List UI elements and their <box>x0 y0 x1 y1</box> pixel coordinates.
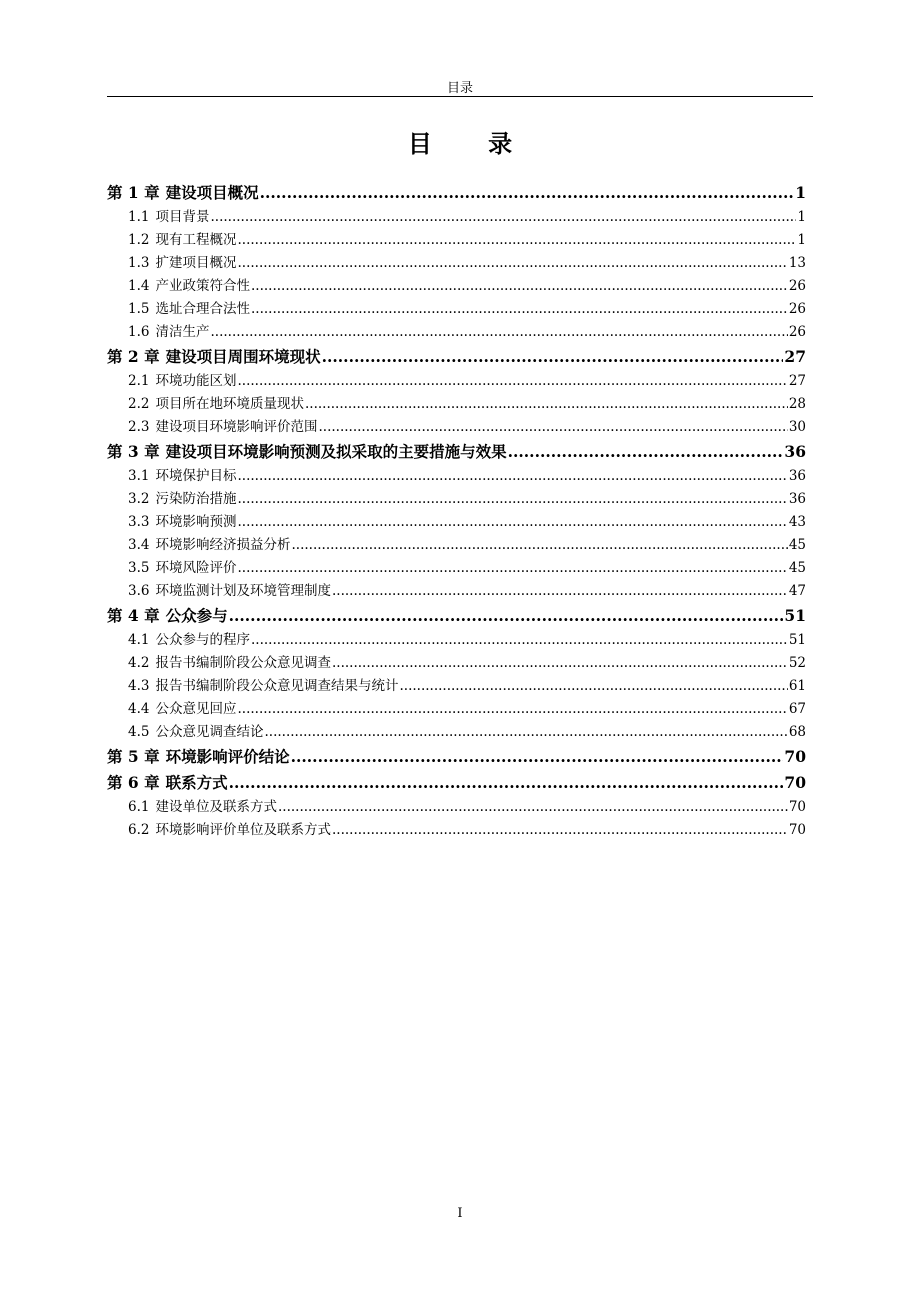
toc-entry-number: 4.2 <box>128 655 150 671</box>
toc-entry-title: 公众意见回应 <box>155 701 237 717</box>
toc-title: 目 录 <box>407 129 537 158</box>
toc-dot-leader <box>210 206 796 229</box>
toc-page-number: 45 <box>788 560 806 576</box>
toc-chapter-entry[interactable] <box>107 770 806 796</box>
toc-entry-number: 3.2 <box>128 491 150 507</box>
toc-section-entry[interactable] <box>107 416 806 439</box>
toc-entry-label <box>128 511 236 534</box>
toc-entry-title: 报告书编制阶段公众意见调查结果与统计 <box>155 678 399 694</box>
toc-dot-leader <box>237 370 787 393</box>
toc-entry-number: 第 1 章 <box>107 183 160 202</box>
toc-dot-leader <box>291 534 787 557</box>
toc-dot-leader <box>318 416 787 439</box>
toc-section-entry[interactable] <box>107 629 806 652</box>
toc-dot-leader <box>251 275 788 298</box>
toc-section-entry[interactable] <box>107 206 806 229</box>
toc-page-number: 47 <box>788 583 806 599</box>
toc-page-number: 36 <box>788 491 806 507</box>
toc-entry-label <box>128 416 317 439</box>
toc-section-entry[interactable] <box>107 534 806 557</box>
toc-dot-leader <box>210 321 787 344</box>
toc-entry-title: 污染防治措施 <box>155 491 237 507</box>
toc-page-number: 36 <box>784 442 806 461</box>
toc-section-entry[interactable] <box>107 652 806 675</box>
toc-page-number: 27 <box>788 373 806 389</box>
toc-entry-label <box>128 721 263 744</box>
toc-dot-leader <box>229 603 784 629</box>
toc-entry-number: 3.5 <box>128 560 150 576</box>
toc-entry-number: 第 6 章 <box>107 773 160 792</box>
toc-entry-label <box>107 770 228 796</box>
toc-entry-number: 1.6 <box>128 324 150 340</box>
toc-entry-title: 环境监测计划及环境管理制度 <box>155 583 331 599</box>
toc-dot-leader <box>237 229 796 252</box>
toc-entry-title: 建设项目环境影响预测及拟采取的主要措施与效果 <box>165 442 507 461</box>
toc-entry-title: 环境影响经济损益分析 <box>155 537 291 553</box>
toc-dot-leader <box>260 180 795 206</box>
toc-entry-label <box>128 229 236 252</box>
toc-entry-title: 报告书编制阶段公众意见调查 <box>155 655 331 671</box>
toc-dot-leader <box>278 796 788 819</box>
toc-dot-leader <box>332 652 788 675</box>
toc-entry-label <box>128 488 236 511</box>
toc-entry-title: 项目所在地环境质量现状 <box>155 396 304 412</box>
toc-section-entry[interactable] <box>107 698 806 721</box>
toc-entry-title: 环境功能区划 <box>155 373 237 389</box>
toc-chapter-entry[interactable] <box>107 344 806 370</box>
toc-entry-number: 6.2 <box>128 822 150 838</box>
toc-page-number: 70 <box>784 747 806 766</box>
toc-page-number: 26 <box>788 324 806 340</box>
toc-entry-label <box>128 652 331 675</box>
toc-chapter-entry[interactable] <box>107 744 806 770</box>
toc-entry-label <box>128 206 209 229</box>
toc-entry-number: 3.3 <box>128 514 150 530</box>
toc-entry-number: 1.5 <box>128 301 150 317</box>
toc-entry-label <box>107 439 507 465</box>
toc-page-number: 36 <box>788 468 806 484</box>
toc-dot-leader <box>229 770 784 796</box>
footer-page-number: I <box>457 1206 463 1221</box>
toc-entry-title: 环境影响预测 <box>155 514 237 530</box>
toc-entry-label <box>128 580 331 603</box>
toc-entry-label <box>128 298 250 321</box>
toc-dot-leader <box>508 439 784 465</box>
toc-section-entry[interactable] <box>107 229 806 252</box>
toc-page-number: 70 <box>784 773 806 792</box>
toc-entry-title: 建设单位及联系方式 <box>155 799 277 815</box>
toc-entry-title: 选址合理合法性 <box>155 301 250 317</box>
toc-entry-title: 建设项目概况 <box>165 183 259 202</box>
toc-page-number: 1 <box>797 232 806 248</box>
toc-page-number: 28 <box>788 396 806 412</box>
toc-section-entry[interactable] <box>107 370 806 393</box>
toc-entry-number: 1.2 <box>128 232 150 248</box>
toc-entry-number: 3.1 <box>128 468 150 484</box>
toc-entry-title: 清洁生产 <box>155 324 210 340</box>
toc-entry-title: 环境风险评价 <box>155 560 237 576</box>
toc-section-entry[interactable] <box>107 819 806 842</box>
toc-dot-leader <box>237 465 787 488</box>
toc-page-number: 51 <box>784 606 806 625</box>
toc-page-number: 26 <box>788 301 806 317</box>
toc-entry-number: 3.6 <box>128 583 150 599</box>
toc-chapter-entry[interactable] <box>107 603 806 629</box>
toc-entry-title: 扩建项目概况 <box>155 255 237 271</box>
toc-entry-label <box>107 344 321 370</box>
toc-dot-leader <box>332 580 788 603</box>
toc-entry-label <box>128 321 209 344</box>
running-header: 目录 <box>446 81 473 96</box>
toc-entry-number: 2.2 <box>128 396 150 412</box>
toc-page-number: 27 <box>784 347 806 366</box>
table-of-contents <box>107 180 806 842</box>
toc-dot-leader <box>251 629 788 652</box>
toc-entry-label <box>128 819 331 842</box>
toc-entry-title: 公众参与 <box>165 606 228 625</box>
header-rule <box>107 96 813 97</box>
toc-page-number: 68 <box>788 724 806 740</box>
toc-page-number: 67 <box>788 701 806 717</box>
toc-chapter-entry[interactable] <box>107 180 806 206</box>
toc-entry-title: 环境影响评价结论 <box>165 747 290 766</box>
toc-page-number: 1 <box>795 183 806 202</box>
toc-page-number: 13 <box>788 255 806 271</box>
toc-entry-label <box>128 370 236 393</box>
toc-dot-leader <box>399 675 787 698</box>
toc-page-number: 70 <box>788 822 806 838</box>
toc-page-number: 70 <box>788 799 806 815</box>
toc-entry-number: 3.4 <box>128 537 150 553</box>
toc-entry-number: 4.3 <box>128 678 150 694</box>
toc-section-entry[interactable] <box>107 675 806 698</box>
toc-dot-leader <box>237 252 787 275</box>
toc-entry-number: 1.3 <box>128 255 150 271</box>
toc-page-number: 30 <box>788 419 806 435</box>
toc-dot-leader <box>305 393 788 416</box>
toc-entry-label <box>128 465 236 488</box>
toc-dot-leader <box>237 698 787 721</box>
toc-entry-label <box>107 180 259 206</box>
toc-dot-leader <box>264 721 787 744</box>
toc-section-entry[interactable] <box>107 252 806 275</box>
toc-entry-label <box>128 675 398 698</box>
toc-entry-number: 第 5 章 <box>107 747 160 766</box>
toc-entry-number: 第 4 章 <box>107 606 160 625</box>
toc-entry-title: 项目背景 <box>155 209 210 225</box>
toc-entry-number: 4.1 <box>128 632 150 648</box>
toc-entry-number: 第 3 章 <box>107 442 160 461</box>
toc-dot-leader <box>251 298 788 321</box>
toc-entry-title: 联系方式 <box>165 773 228 792</box>
toc-entry-number: 4.5 <box>128 724 150 740</box>
toc-section-entry[interactable] <box>107 580 806 603</box>
toc-entry-label <box>128 393 304 416</box>
toc-entry-title: 公众意见调查结论 <box>155 724 264 740</box>
toc-page-number: 43 <box>788 514 806 530</box>
toc-dot-leader <box>332 819 788 842</box>
toc-entry-number: 第 2 章 <box>107 347 160 366</box>
toc-entry-title: 环境影响评价单位及联系方式 <box>155 822 331 838</box>
toc-page-number: 61 <box>788 678 806 694</box>
toc-entry-label <box>128 275 250 298</box>
toc-section-entry[interactable] <box>107 557 806 580</box>
toc-dot-leader <box>237 511 787 534</box>
toc-section-entry[interactable] <box>107 465 806 488</box>
toc-section-entry[interactable] <box>107 511 806 534</box>
toc-section-entry[interactable] <box>107 721 806 744</box>
toc-section-entry[interactable] <box>107 275 806 298</box>
toc-entry-label <box>128 534 290 557</box>
toc-entry-title: 现有工程概况 <box>155 232 237 248</box>
toc-entry-number: 1.4 <box>128 278 150 294</box>
toc-entry-title: 环境保护目标 <box>155 468 237 484</box>
toc-page-number: 52 <box>788 655 806 671</box>
toc-entry-number: 2.3 <box>128 419 150 435</box>
toc-page-number: 51 <box>788 632 806 648</box>
toc-section-entry[interactable] <box>107 298 806 321</box>
toc-entry-label <box>128 557 236 580</box>
toc-dot-leader <box>237 557 787 580</box>
toc-section-entry[interactable] <box>107 393 806 416</box>
toc-entry-label <box>107 603 228 629</box>
toc-entry-label <box>107 744 290 770</box>
toc-page-number: 26 <box>788 278 806 294</box>
toc-section-entry[interactable] <box>107 488 806 511</box>
toc-dot-leader <box>291 744 784 770</box>
toc-entry-label <box>128 698 236 721</box>
toc-entry-number: 1.1 <box>128 209 150 225</box>
toc-page-number: 1 <box>797 209 806 225</box>
toc-dot-leader <box>237 488 787 511</box>
toc-entry-number: 4.4 <box>128 701 150 717</box>
toc-entry-title: 产业政策符合性 <box>155 278 250 294</box>
toc-entry-title: 公众参与的程序 <box>155 632 250 648</box>
toc-entry-label <box>128 252 236 275</box>
toc-section-entry[interactable] <box>107 796 806 819</box>
toc-chapter-entry[interactable] <box>107 439 806 465</box>
toc-entry-label <box>128 629 250 652</box>
toc-dot-leader <box>322 344 784 370</box>
toc-entry-label <box>128 796 277 819</box>
toc-entry-number: 2.1 <box>128 373 150 389</box>
toc-page-number: 45 <box>788 537 806 553</box>
toc-entry-number: 6.1 <box>128 799 150 815</box>
toc-entry-title: 建设项目周围环境现状 <box>165 347 321 366</box>
toc-entry-title: 建设项目环境影响评价范围 <box>155 419 318 435</box>
toc-section-entry[interactable] <box>107 321 806 344</box>
